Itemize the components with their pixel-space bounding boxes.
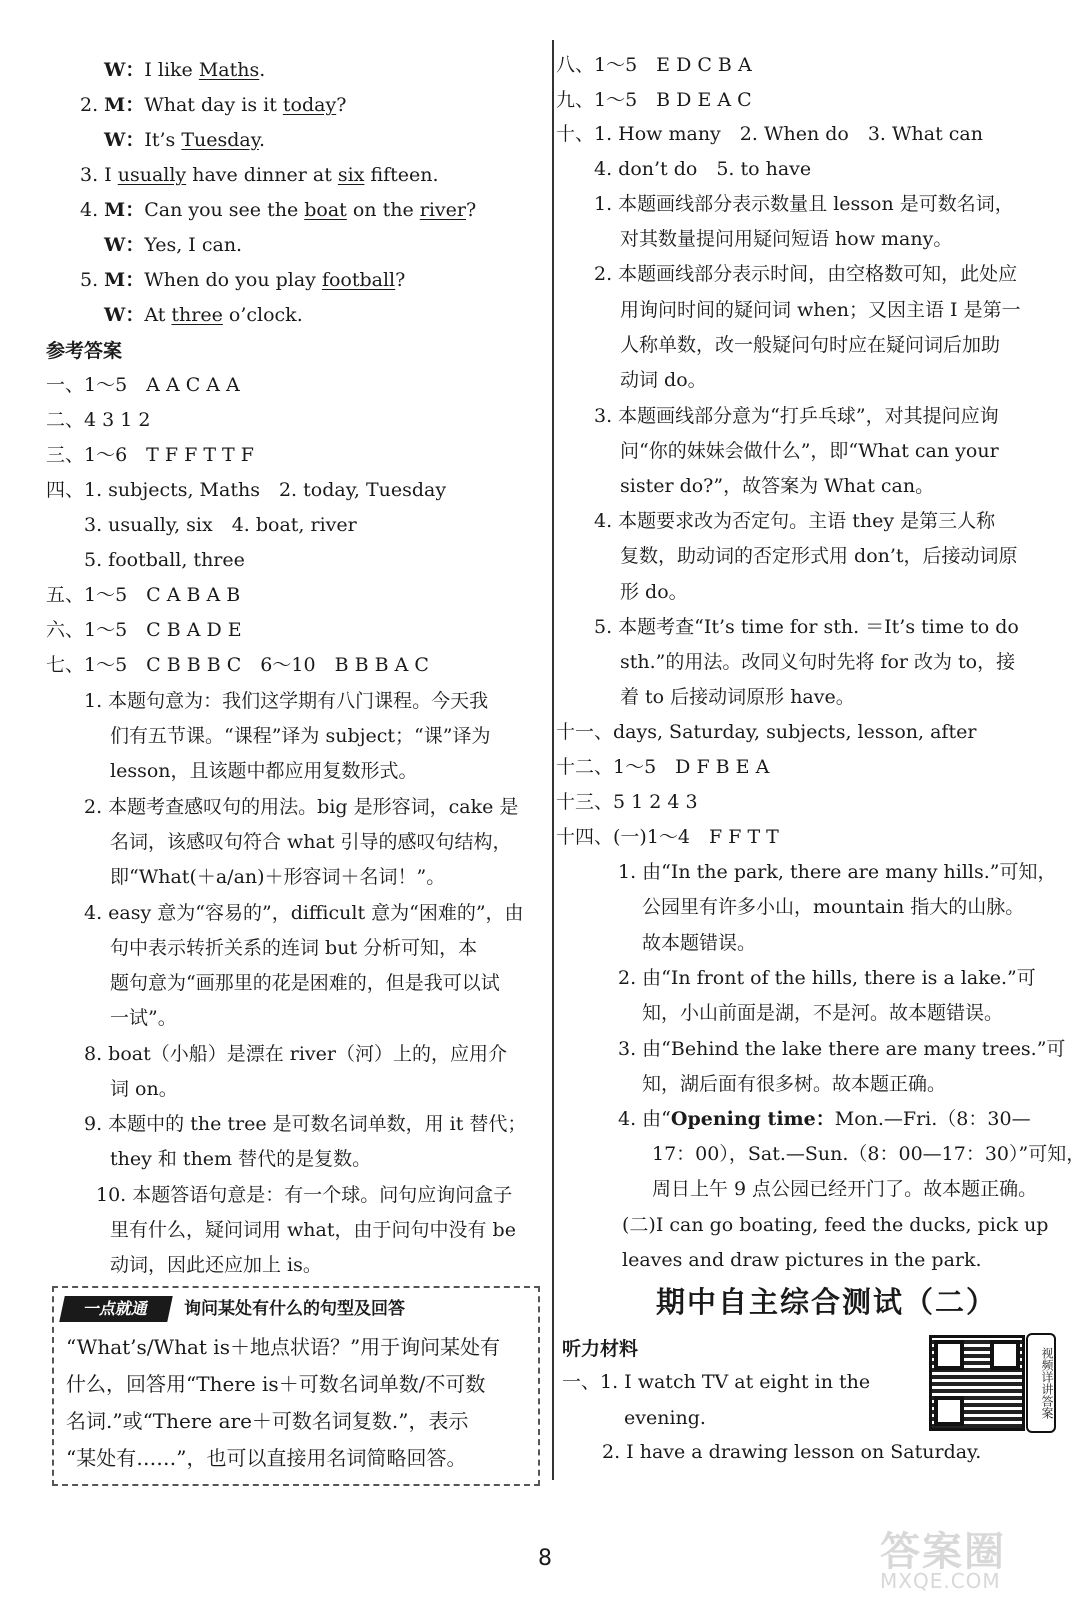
answer-line: 词 on。	[110, 1078, 178, 1100]
answer-line: 9. 本题中的 the tree 是可数名词单数，用 it 替代；	[84, 1113, 527, 1135]
qr-finder	[934, 1340, 964, 1370]
tip-title: 询问某处有什么的句型及回答	[184, 1299, 405, 1319]
item-number: 3.	[80, 164, 105, 186]
underlined-word: today	[282, 94, 337, 116]
dialog-text: .	[259, 59, 266, 81]
listening-heading: 听力材料	[562, 1338, 639, 1360]
answer-line: 十三、5 1 2 4 3	[556, 791, 698, 813]
answer-line: 1. 由“In the park, there are many hills.”可知，	[618, 861, 1057, 883]
answer-line: 5. 本题考查“It’s time for sth. ＝It’s time to do	[594, 616, 1019, 638]
answer-line: 六、1～5 C B A D E	[46, 619, 242, 641]
qr-finder	[990, 1340, 1020, 1370]
speaker-label: M：	[104, 94, 145, 116]
dialog-text: Yes, I can.	[144, 234, 243, 256]
answer-line: 十一、days, Saturday, subjects, lesson, after	[556, 721, 977, 743]
answer-line: 复数，助动词的否定形式用 don’t，后接动词原	[620, 545, 1018, 567]
answer-line: 十二、1～5 D F B E A	[556, 756, 770, 778]
answer-line: 动词，因此还应加上 is。	[110, 1254, 322, 1276]
dialog-text: It’s	[144, 129, 182, 151]
dialog-line	[104, 55, 265, 85]
speaker-label: W：	[104, 59, 145, 81]
listening-line: 2. I have a drawing lesson on Saturday.	[602, 1441, 982, 1463]
answer-line: 二、4 3 1 2	[46, 409, 151, 431]
answer-line	[618, 1104, 1031, 1134]
answer-line: 知，小山前面是湖，不是河。故本题错误。	[642, 1002, 1004, 1024]
answer-line: 公园里有许多小山，mountain 指大的山脉。	[642, 896, 1025, 918]
answer-line: sister do?”，故答案为 What can。	[620, 475, 935, 497]
answer-line: 2. 由“In front of the hills, there is a lake.”可	[618, 967, 1036, 989]
answer-line: 句中表示转折关系的连词 but 分析可知，本	[110, 937, 478, 959]
underlined-word: river	[419, 199, 466, 221]
answer-line: 2. 本题画线部分表示时间，由空格数可知，此处应	[594, 263, 1018, 285]
dialog-line	[104, 230, 242, 260]
dialog-text: Can you see the	[144, 199, 305, 221]
bold-phrase: Opening time：	[670, 1108, 835, 1130]
answer-line: 七、1～5 C B B B C 6～10 B B B A C	[46, 654, 429, 676]
column-divider	[552, 40, 554, 1480]
answer-line: (二)I can go boating, feed the ducks, pick up	[622, 1214, 1049, 1236]
watermark-sub: MXQE.COM	[880, 1569, 1001, 1593]
answer-line: they 和 them 替代的是复数。	[110, 1148, 372, 1170]
answer-line: 形 do。	[620, 581, 688, 603]
answer-line: 3. usually, six 4. boat, river	[84, 514, 357, 536]
answer-line: 一、1～5 A A C A A	[46, 374, 240, 396]
underlined-word: Maths	[198, 59, 260, 81]
watermark-logo	[880, 1520, 1070, 1593]
dialog-line	[80, 195, 476, 225]
answer-line: 3. 由“Behind the lake there are many trees.”可	[618, 1038, 1066, 1060]
answer-line: 1. 本题句意为：我们这学期有八门课程。今天我	[84, 690, 489, 712]
tip-line: “What’s/What is＋地点状语？”用于询问某处有	[66, 1335, 501, 1359]
answer-line: 3. 本题画线部分意为“打乒乓球”，对其提问应询	[594, 405, 999, 427]
underlined-word: football	[321, 269, 396, 291]
dialog-text: on the	[346, 199, 420, 221]
dialog-text: ?	[395, 269, 406, 291]
answer-line: 知，湖后面有很多树。故本题正确。	[642, 1073, 947, 1095]
dialog-text: At	[144, 304, 172, 326]
answer-line: 8. boat（小船）是漂在 river（河）上的，应用介	[84, 1043, 507, 1065]
dialog-text: .	[258, 129, 265, 151]
underlined-word: three	[171, 304, 223, 326]
page-number: 8	[538, 1546, 552, 1571]
underlined-word: six	[337, 164, 365, 186]
answer-line: 4. don’t do 5. to have	[594, 158, 812, 180]
dialog-text: I like	[144, 59, 199, 81]
answer-line: sth.”的用法。改同义句时先将 for 改为 to，接	[620, 651, 1016, 673]
dialog-text: What day is it	[144, 94, 283, 116]
dialog-line	[80, 90, 346, 120]
item-number: 4.	[80, 199, 105, 221]
qr-finder	[934, 1396, 964, 1426]
item-number: 5.	[80, 269, 105, 291]
listening-line: evening.	[624, 1407, 706, 1429]
dialog-text: have dinner at	[186, 164, 338, 186]
tip-box	[52, 1286, 540, 1486]
answer-line: 5. football, three	[84, 549, 245, 571]
dialog-text: ?	[465, 199, 477, 221]
underlined-word: boat	[304, 199, 347, 221]
answer-line: 着 to 后接动词原形 have。	[620, 686, 855, 708]
item-number: 2.	[80, 94, 105, 116]
tip-line: 什么，回答用“There is＋可数名词单数/不可数	[66, 1372, 486, 1396]
dialog-text: When do you play	[144, 269, 322, 291]
dialog-text: I	[104, 164, 118, 186]
answer-line: 题句意为“画那里的花是困难的，但是我可以试	[110, 972, 500, 994]
answer-line: leaves and draw pictures in the park.	[622, 1249, 982, 1271]
speaker-label: W：	[104, 129, 145, 151]
speaker-label: M：	[104, 269, 145, 291]
answer-line: 4. easy 意为“容易的”，difficult 意为“困难的”，由	[84, 902, 524, 924]
answer-line: 里有什么，疑问词用 what，由于问句中没有 be	[110, 1219, 516, 1241]
tip-line: “某处有……”，也可以直接用名词简略回答。	[66, 1446, 467, 1470]
underlined-word: usually	[117, 164, 187, 186]
exam-title: 期中自主综合测试（二）	[656, 1285, 998, 1319]
answer-text: Mon.—Fri.（8：30—	[834, 1108, 1031, 1130]
watermark-main: 答案圈	[880, 1529, 1006, 1575]
answer-line: 故本题错误。	[642, 932, 757, 954]
answer-line: 问“你的妹妹会做什么”，即“What can your	[620, 440, 999, 462]
answer-line: lesson，且该题中都应用复数形式。	[110, 760, 418, 782]
answer-line: 四、1. subjects, Maths 2. today, Tuesday	[46, 479, 447, 501]
qr-label: 视频详讲答案	[1026, 1333, 1056, 1433]
underlined-word: Tuesday	[181, 129, 259, 151]
dialog-text: o’clock.	[222, 304, 303, 326]
answer-text: 4. 由“	[618, 1108, 671, 1130]
dialog-line	[104, 125, 265, 155]
listening-line: 一、1. I watch TV at eight in the	[562, 1371, 871, 1393]
dialog-text: fifteen.	[364, 164, 439, 186]
dialog-line	[80, 265, 405, 295]
speaker-label: M：	[104, 199, 145, 221]
answers-heading: 参考答案	[46, 340, 123, 362]
answer-line: 三、1～6 T F F T T F	[46, 444, 254, 466]
answer-line: 4. 本题要求改为否定句。主语 they 是第三人称	[594, 510, 996, 532]
answer-line: 17：00），Sat.—Sun.（8：00—17：30）”可知，	[652, 1143, 1086, 1165]
answer-line: 一试”。	[110, 1007, 177, 1029]
answer-line: 用询问时间的疑问词 when；又因主语 I 是第一	[620, 299, 1021, 321]
dialog-line	[104, 300, 303, 330]
answer-line: 人称单数，改一般疑问句时应在疑问词后加助	[620, 334, 1001, 356]
speaker-label: W：	[104, 234, 145, 256]
tip-line: 名词.”或“There are＋可数名词复数.”，表示	[66, 1409, 469, 1433]
answer-line: 十、1. How many 2. When do 3. What can	[556, 123, 983, 145]
answer-line: 九、1～5 B D E A C	[556, 89, 752, 111]
answer-line: 十四、(一)1～4 F F T T	[556, 826, 779, 848]
answer-line: 五、1～5 C A B A B	[46, 584, 241, 606]
answer-line: 周日上午 9 点公园已经开门了。故本题正确。	[652, 1178, 1038, 1200]
qr-code[interactable]	[929, 1335, 1025, 1431]
answer-line: 名词，该感叹句符合 what 引导的感叹句结构，	[110, 831, 512, 853]
tip-badge: 一点就通	[59, 1296, 173, 1322]
dialog-line	[80, 160, 439, 190]
answer-line: 动词 do。	[620, 369, 707, 391]
answer-line: 即“What(＋a/an)＋形容词＋名词！”。	[110, 866, 446, 888]
dialog-text: ?	[336, 94, 347, 116]
answer-line: 对其数量提问用疑问短语 how many。	[620, 228, 953, 250]
answer-line: 2. 本题考查感叹句的用法。big 是形容词，cake 是	[84, 796, 519, 818]
answer-line: 们有五节课。“课程”译为 subject；“课”译为	[110, 725, 491, 747]
answer-line: 10. 本题答语句意是：有一个球。问句应询问盒子	[96, 1184, 513, 1206]
speaker-label: W：	[104, 304, 145, 326]
answer-line: 1. 本题画线部分表示数量且 lesson 是可数名词，	[594, 193, 1014, 215]
answer-line: 八、1～5 E D C B A	[556, 54, 752, 76]
